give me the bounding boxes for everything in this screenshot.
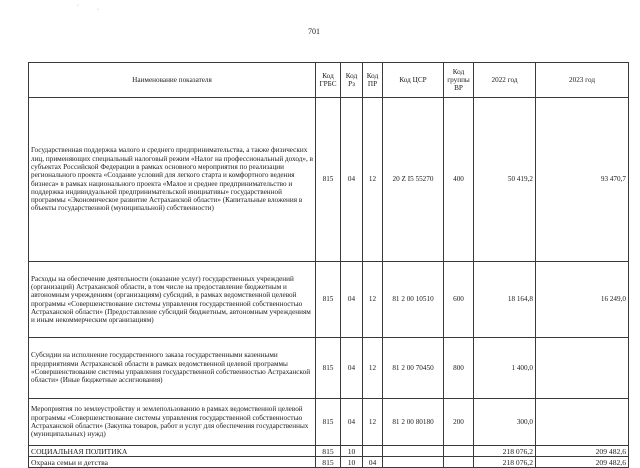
row-2023: 209 482,6 [536, 446, 629, 457]
row-csr: 81 2 00 80180 [383, 399, 444, 446]
row-rz: 04 [341, 338, 363, 399]
row-rz: 10 [341, 446, 363, 457]
row-2022: 300,0 [474, 399, 536, 446]
table-row [29, 446, 629, 457]
row-pr [363, 446, 383, 457]
row-vr: 600 [444, 262, 474, 338]
row-pr: 12 [363, 338, 383, 399]
row-pr: 12 [363, 262, 383, 338]
row-2023: 16 249,0 [536, 262, 629, 338]
row-2023 [536, 399, 629, 446]
row-rz: 04 [341, 262, 363, 338]
scan-speck: · [97, 7, 99, 13]
header-2022: 2022 год [474, 63, 536, 98]
row-grbs: 815 [316, 446, 341, 457]
row-vr: 200 [444, 399, 474, 446]
row-name: Государственная поддержка малого и среднего предпринимательства, а также физических лиц, применяющих специальный налоговый режим «Налог на профессиональный доход», в субъектах Российской Федерации в рамках основного мероприятия по реализации регионального проекта «Создание условий для легкого старта и комфортного ведения бизнеса» в рамках национального проекта «Малое и среднее предпринимательство и поддержка индивидуальной предпринимательской инициативы» государственной программы «Экономическое развитие Астраханской области» (Капитальные вложения в объекты государственной (муниципальной) собственности) [29, 98, 316, 262]
row-vr: 800 [444, 338, 474, 399]
row-pr: 12 [363, 399, 383, 446]
row-2022: 18 164,8 [474, 262, 536, 338]
scan-speck: · [77, 3, 79, 9]
row-csr: 81 2 00 70450 [383, 338, 444, 399]
row-name: СОЦИАЛЬНАЯ ПОЛИТИКА [29, 446, 316, 457]
row-name: Охрана семьи и детства [29, 457, 316, 468]
row-grbs: 815 [316, 338, 341, 399]
row-csr: 20 Z I5 55270 [383, 98, 444, 262]
row-2022: 1 400,0 [474, 338, 536, 399]
row-2023: 93 470,7 [536, 98, 629, 262]
row-csr [383, 446, 444, 457]
row-pr: 12 [363, 98, 383, 262]
row-2022: 218 076,2 [474, 446, 536, 457]
row-vr [444, 457, 474, 468]
table-row [29, 262, 629, 338]
page-number: 701 [308, 27, 320, 36]
row-pr: 04 [363, 457, 383, 468]
row-name: Субсидии на исполнение государственного заказа государственными казенными предприятиями Астраханской области в рамках ведомственной целевой программы «Совершенствование системы управления государственной собственностью Астраханской области» (Иные бюджетные ассигнования) [29, 338, 316, 399]
row-rz: 04 [341, 98, 363, 262]
row-vr: 400 [444, 98, 474, 262]
header-vr: Код группы ВР [444, 63, 474, 98]
header-rz: Код Рз [341, 63, 363, 98]
budget-table [28, 62, 629, 468]
row-grbs: 815 [316, 457, 341, 468]
row-2022: 50 419,2 [474, 98, 536, 262]
table-row [29, 98, 629, 262]
row-2023 [536, 338, 629, 399]
table-header-row [29, 63, 629, 98]
table-row [29, 457, 629, 468]
table-row [29, 338, 629, 399]
row-2022: 218 076,2 [474, 457, 536, 468]
row-rz: 04 [341, 399, 363, 446]
row-csr [383, 457, 444, 468]
row-name: Расходы на обеспечение деятельности (оказание услуг) государственных учреждений (организаций) Астраханской области, в том числе на предоставление бюджетным и автономным учреждениям (организациям) субсидий, в рамках ведомственной целевой программы «Совершенствование системы управления государственной собственностью Астраханской области» (Предоставление субсидий бюджетным, автономным учреждениям и иным некоммерческим организациям) [29, 262, 316, 338]
row-2023: 209 482,6 [536, 457, 629, 468]
row-grbs: 815 [316, 399, 341, 446]
header-2023: 2023 год [536, 63, 629, 98]
header-pr: Код ПР [363, 63, 383, 98]
row-vr [444, 446, 474, 457]
row-grbs: 815 [316, 98, 341, 262]
header-csr: Код ЦСР [383, 63, 444, 98]
row-grbs: 815 [316, 262, 341, 338]
row-csr: 81 2 00 10510 [383, 262, 444, 338]
table-row [29, 399, 629, 446]
row-rz: 10 [341, 457, 363, 468]
row-name: Мероприятия по землеустройству и землепользованию в рамках ведомственной целевой программы «Совершенствование системы управления государственной собственностью Астраханской области» (Закупка товаров, работ и услуг для обеспечения государственных (муниципальных) нужд) [29, 399, 316, 446]
header-grbs: Код ГРБС [316, 63, 341, 98]
header-name: Наименование показателя [29, 63, 316, 98]
